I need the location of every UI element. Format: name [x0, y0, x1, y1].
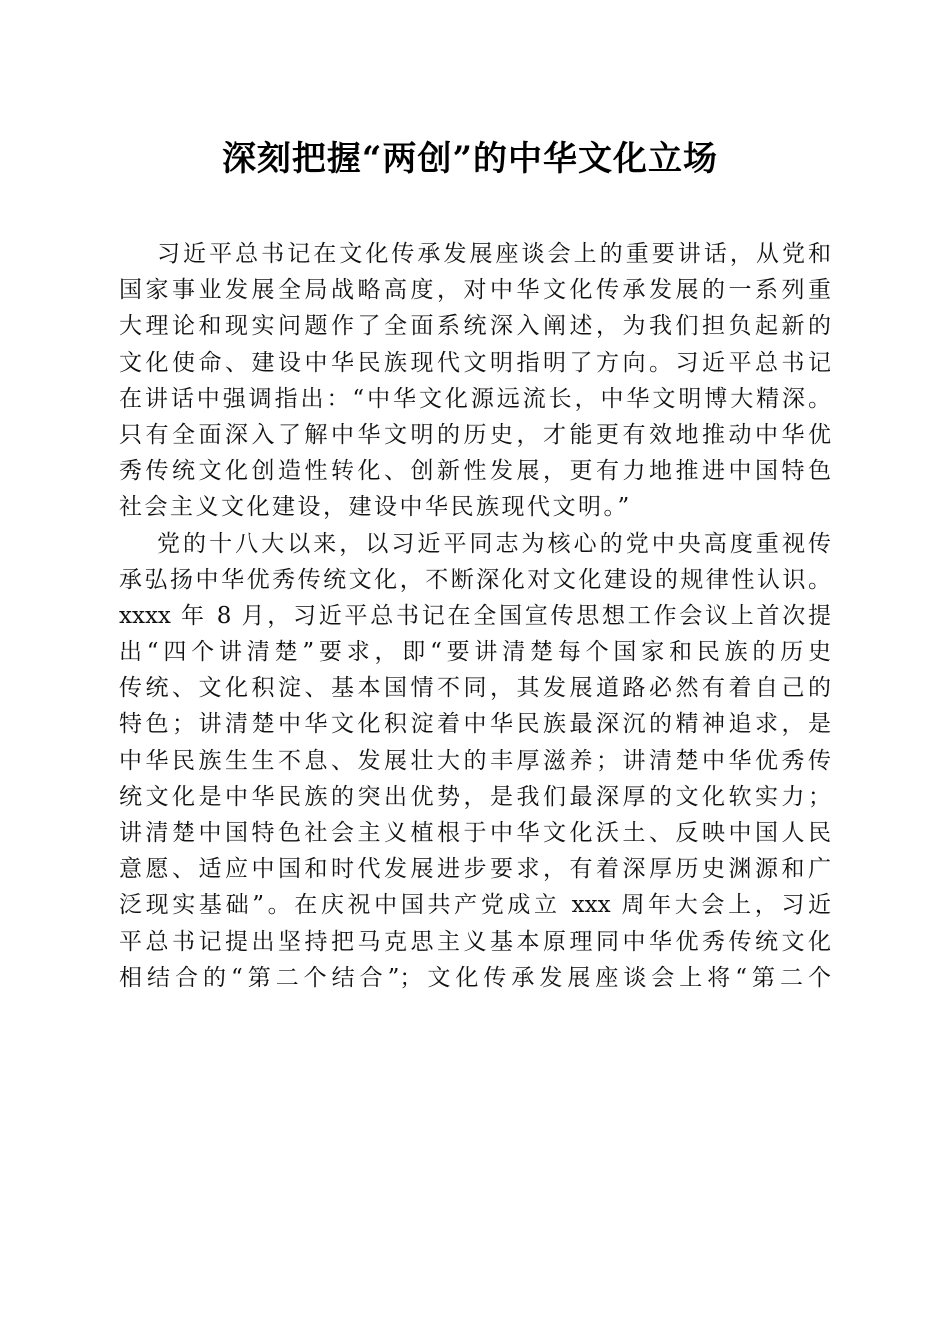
paragraph-2-line: 中华民族生生不息、发展壮大的丰厚滋养；讲清楚中华优秀传 [119, 747, 831, 774]
paragraph-2-line: 承弘扬中华优秀传统文化，不断深化对文化建设的规律性认识。 [119, 566, 831, 593]
paragraph-2-line: 特色；讲清楚中华文化积淀着中华民族最深沉的精神追求，是 [119, 711, 831, 738]
paragraph-2-line: 传统、文化积淀、基本国情不同，其发展道路必然有着自己的 [119, 675, 831, 702]
paragraph-1-line: 秀传统文化创造性转化、创新性发展，更有力地推进中国特色 [119, 458, 831, 485]
paragraph-2-line: 平总书记提出坚持把马克思主义基本原理同中华优秀传统文化 [119, 928, 831, 955]
paragraph-1-line: 社会主义文化建设，建设中华民族现代文明。” [119, 494, 632, 521]
paragraph-2-line: 党的十八大以来，以习近平同志为核心的党中央高度重视传 [157, 530, 831, 557]
paragraph-2-line: 统文化是中华民族的突出优势，是我们最深厚的文化软实力； [119, 783, 831, 810]
paragraph-2-line: xxxx 年 8 月，习近平总书记在全国宣传思想工作会议上首次提 [119, 602, 831, 629]
paragraph-2-line: 相结合的“第二个结合”；文化传承发展座谈会上将“第二个 [119, 964, 831, 991]
paragraph-1-line: 大理论和现实问题作了全面系统深入阐述，为我们担负起新的 [119, 313, 831, 340]
paragraph-2-line: 泛现实基础”。在庆祝中国共产党成立 xxx 周年大会上，习近 [119, 892, 831, 919]
paragraph-2-line: 讲清楚中国特色社会主义植根于中华文化沃土、反映中国人民 [119, 820, 831, 846]
paragraph-1-line: 国家事业发展全局战略高度，对中华文化传承发展的一系列重 [119, 277, 831, 304]
paragraph-1-line: 文化使命、建设中华民族现代文明指明了方向。习近平总书记 [119, 349, 831, 376]
paragraph-2-line: 意愿、适应中国和时代发展进步要求，有着深厚历史渊源和广 [119, 856, 831, 883]
paragraph-1-line: 习近平总书记在文化传承发展座谈会上的重要讲话，从党和 [157, 241, 831, 267]
document-title: 深刻把握“两创”的中华文化立场 [221, 139, 719, 179]
paragraph-2-line: 出“四个讲清楚”要求，即“要讲清楚每个国家和民族的历史 [119, 639, 831, 666]
paragraph-1-line: 只有全面深入了解中华文明的历史，才能更有效地推动中华优 [119, 421, 831, 448]
document-body [119, 236, 831, 996]
paragraph-1-line: 在讲话中强调指出：“中华文化源远流长，中华文明博大精深。 [119, 385, 831, 412]
